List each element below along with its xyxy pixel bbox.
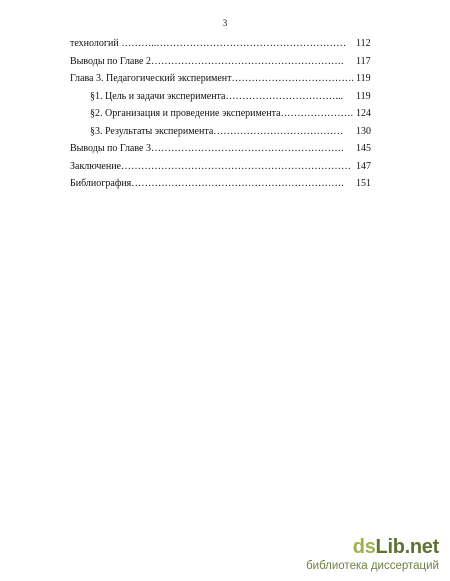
toc-entry-title: технологий ………..………………………………………………… bbox=[70, 38, 347, 49]
toc-entry bbox=[70, 175, 386, 193]
toc-entry-title: Выводы по Главе 2…………………………………………………. bbox=[70, 55, 344, 67]
watermark bbox=[258, 536, 443, 576]
toc-entry-page: 119 bbox=[356, 73, 371, 84]
watermark-logo-part1: ds bbox=[352, 536, 376, 558]
toc-entry bbox=[70, 53, 386, 71]
toc-entry-page: 130 bbox=[356, 125, 371, 137]
toc-entry bbox=[70, 105, 386, 123]
watermark-caption: библиотека диссертаций bbox=[306, 560, 439, 572]
toc-entry bbox=[70, 35, 386, 53]
toc-entry-title: Глава 3. Педагогический эксперимент………………………………. bbox=[70, 73, 355, 84]
toc-entry bbox=[70, 140, 386, 158]
toc-entry-title: Библиография………………………………………………………. bbox=[70, 178, 344, 189]
toc-entry-page: 117 bbox=[356, 55, 371, 67]
toc-entry bbox=[70, 158, 386, 176]
table-of-contents bbox=[70, 35, 386, 193]
toc-entry-title: Выводы по Главе 3…………………………………………………. bbox=[70, 143, 344, 154]
watermark-logo-part2: Lib.net bbox=[375, 536, 439, 558]
toc-entry-title: Заключение…………………………………………………………… bbox=[70, 160, 351, 172]
page-number: 3 bbox=[222, 18, 228, 28]
toc-entry-page: 124 bbox=[356, 108, 371, 119]
toc-entry-title: §1. Цель и задачи эксперимента……………………………... bbox=[90, 90, 343, 102]
toc-entry-page: 112 bbox=[356, 38, 371, 49]
toc-entry-page: 145 bbox=[356, 143, 371, 154]
toc-entry bbox=[70, 123, 386, 141]
toc-entry-title: §2. Организация и проведение эксперимента…………………. bbox=[90, 108, 354, 119]
toc-entry bbox=[70, 88, 386, 106]
watermark-logo bbox=[353, 536, 439, 558]
toc-entry-page: 119 bbox=[356, 90, 371, 102]
toc-entry-title: §3. Результаты эксперимента………………………………… bbox=[90, 125, 344, 137]
toc-entry-page: 151 bbox=[356, 178, 371, 189]
toc-entry-page: 147 bbox=[356, 160, 371, 172]
toc-entry bbox=[70, 70, 386, 88]
